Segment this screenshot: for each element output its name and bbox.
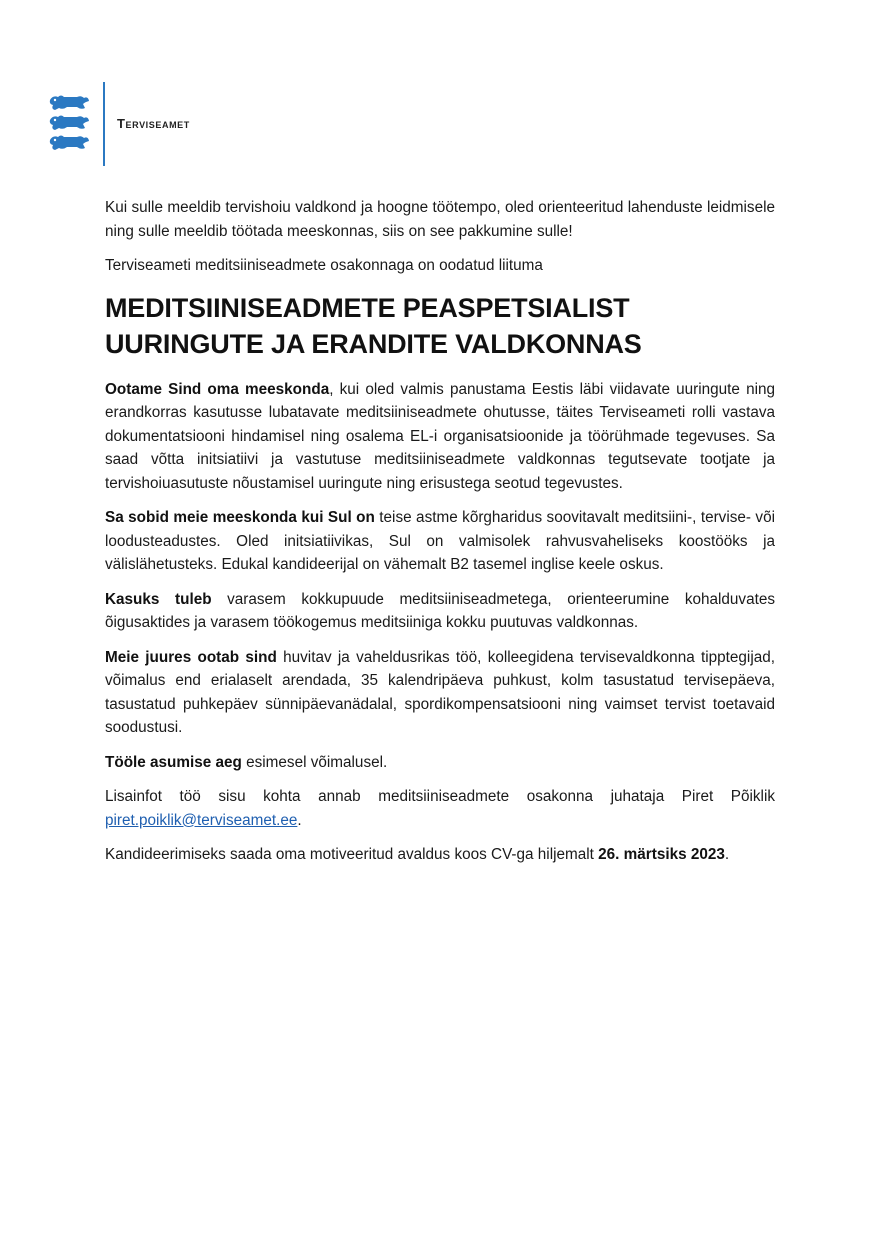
- estonian-coat-of-arms-icon: [47, 94, 91, 154]
- org-name: Terviseamet: [117, 116, 190, 131]
- contact-email-link[interactable]: piret.poiklik@terviseamet.ee: [105, 811, 298, 829]
- start-text: esimesel võimalusel.: [241, 753, 388, 771]
- fit-text: teise astme kõrgharidus soovitavalt meditsiini-, tervise- või loodusteadustes. Oled initsiatiivikas, Sul on valmisolek rahvusvaheliseks koostööks ja välislähetusteks. Edukal kandideerijal on vähemalt B2 tasemel inglise keele oskus.: [105, 509, 775, 573]
- info-paragraph: [105, 785, 775, 832]
- header-divider: [103, 82, 105, 166]
- job-title-line-2: UURINGUTE JA ERANDITE VALDKONNAS: [105, 328, 642, 359]
- apply-paragraph: [105, 843, 775, 867]
- info-text: Lisainfot töö sisu kohta annab meditsiiniseadmete osakonna juhataja Piret Põiklik: [105, 788, 775, 805]
- team-heading: Ootame Sind oma meeskonda: [105, 380, 330, 398]
- job-title: [105, 290, 775, 362]
- apply-end: .: [724, 846, 730, 863]
- fit-heading: Sa sobid meie meeskonda kui Sul on: [105, 509, 375, 526]
- job-title-line-1: MEDITSIINISEADMETE PEASPETSIALIST: [105, 292, 630, 323]
- start-heading: Tööle asumise aeg: [105, 753, 242, 771]
- offer-paragraph: [105, 646, 775, 740]
- offer-text: huvitav ja vaheldusrikas töö, kolleegidena tervisevaldkonna tipptegijad, võimalus end erialaselt arendada, 35 kalendripäeva puhkust, kolm tasustatud tervisepäeva, tasustatud puhkepäev sünnipäevanädalal, spordikompensatsiooni ning vaimset tervist toetavaid soodustusi.: [105, 648, 775, 736]
- team-text: , kui oled valmis panustama Eestis läbi viidavate uuringute ning erandkorras kasutusse lubatavate meditsiiniseadmete ohutusse, täites Terviseameti rolli vastava dokumentatsiooni hindamisel ning osalema EL-i organisatsioonide ja töörühmade tegevuses. Sa saad võtta initsiatiivi ja vastutuse meditsiiniseadmete valdkonnas tegutsevate tootjate ja tervishoiuasutuste nõustamisel uuringute ning erisustega seotud tegevustes.: [105, 380, 775, 492]
- job-posting: [105, 196, 775, 878]
- offer-heading: Meie juures ootab sind: [105, 648, 277, 666]
- intro-paragraph: Kui sulle meeldib tervishoiu valdkond ja hoogne töötempo, oled orienteeritud lahenduste leidmisele ning sulle meeldib töötada meeskonnas, siis on see pakkumine sulle!: [105, 199, 775, 240]
- start-paragraph: [105, 751, 775, 775]
- fit-paragraph: [105, 506, 775, 577]
- apply-text: Kandideerimiseks saada oma motiveeritud avaldus koos CV-ga hiljemalt: [105, 846, 599, 863]
- apply-deadline: 26. märtsiks 2023: [598, 846, 725, 863]
- bonus-heading: Kasuks tuleb: [105, 590, 212, 608]
- team-paragraph: [105, 378, 775, 496]
- intro-subtitle: Terviseameti meditsiiniseadmete osakonnaga on oodatud liituma: [105, 257, 543, 274]
- bonus-text: varasem kokkupuude meditsiiniseadmetega, orienteerumine kohalduvates õigusaktides ja varasem töökogemus meditsiiniga kokku puutuvas valdkonnas.: [105, 590, 775, 631]
- bonus-paragraph: [105, 588, 775, 635]
- info-end: .: [297, 811, 302, 829]
